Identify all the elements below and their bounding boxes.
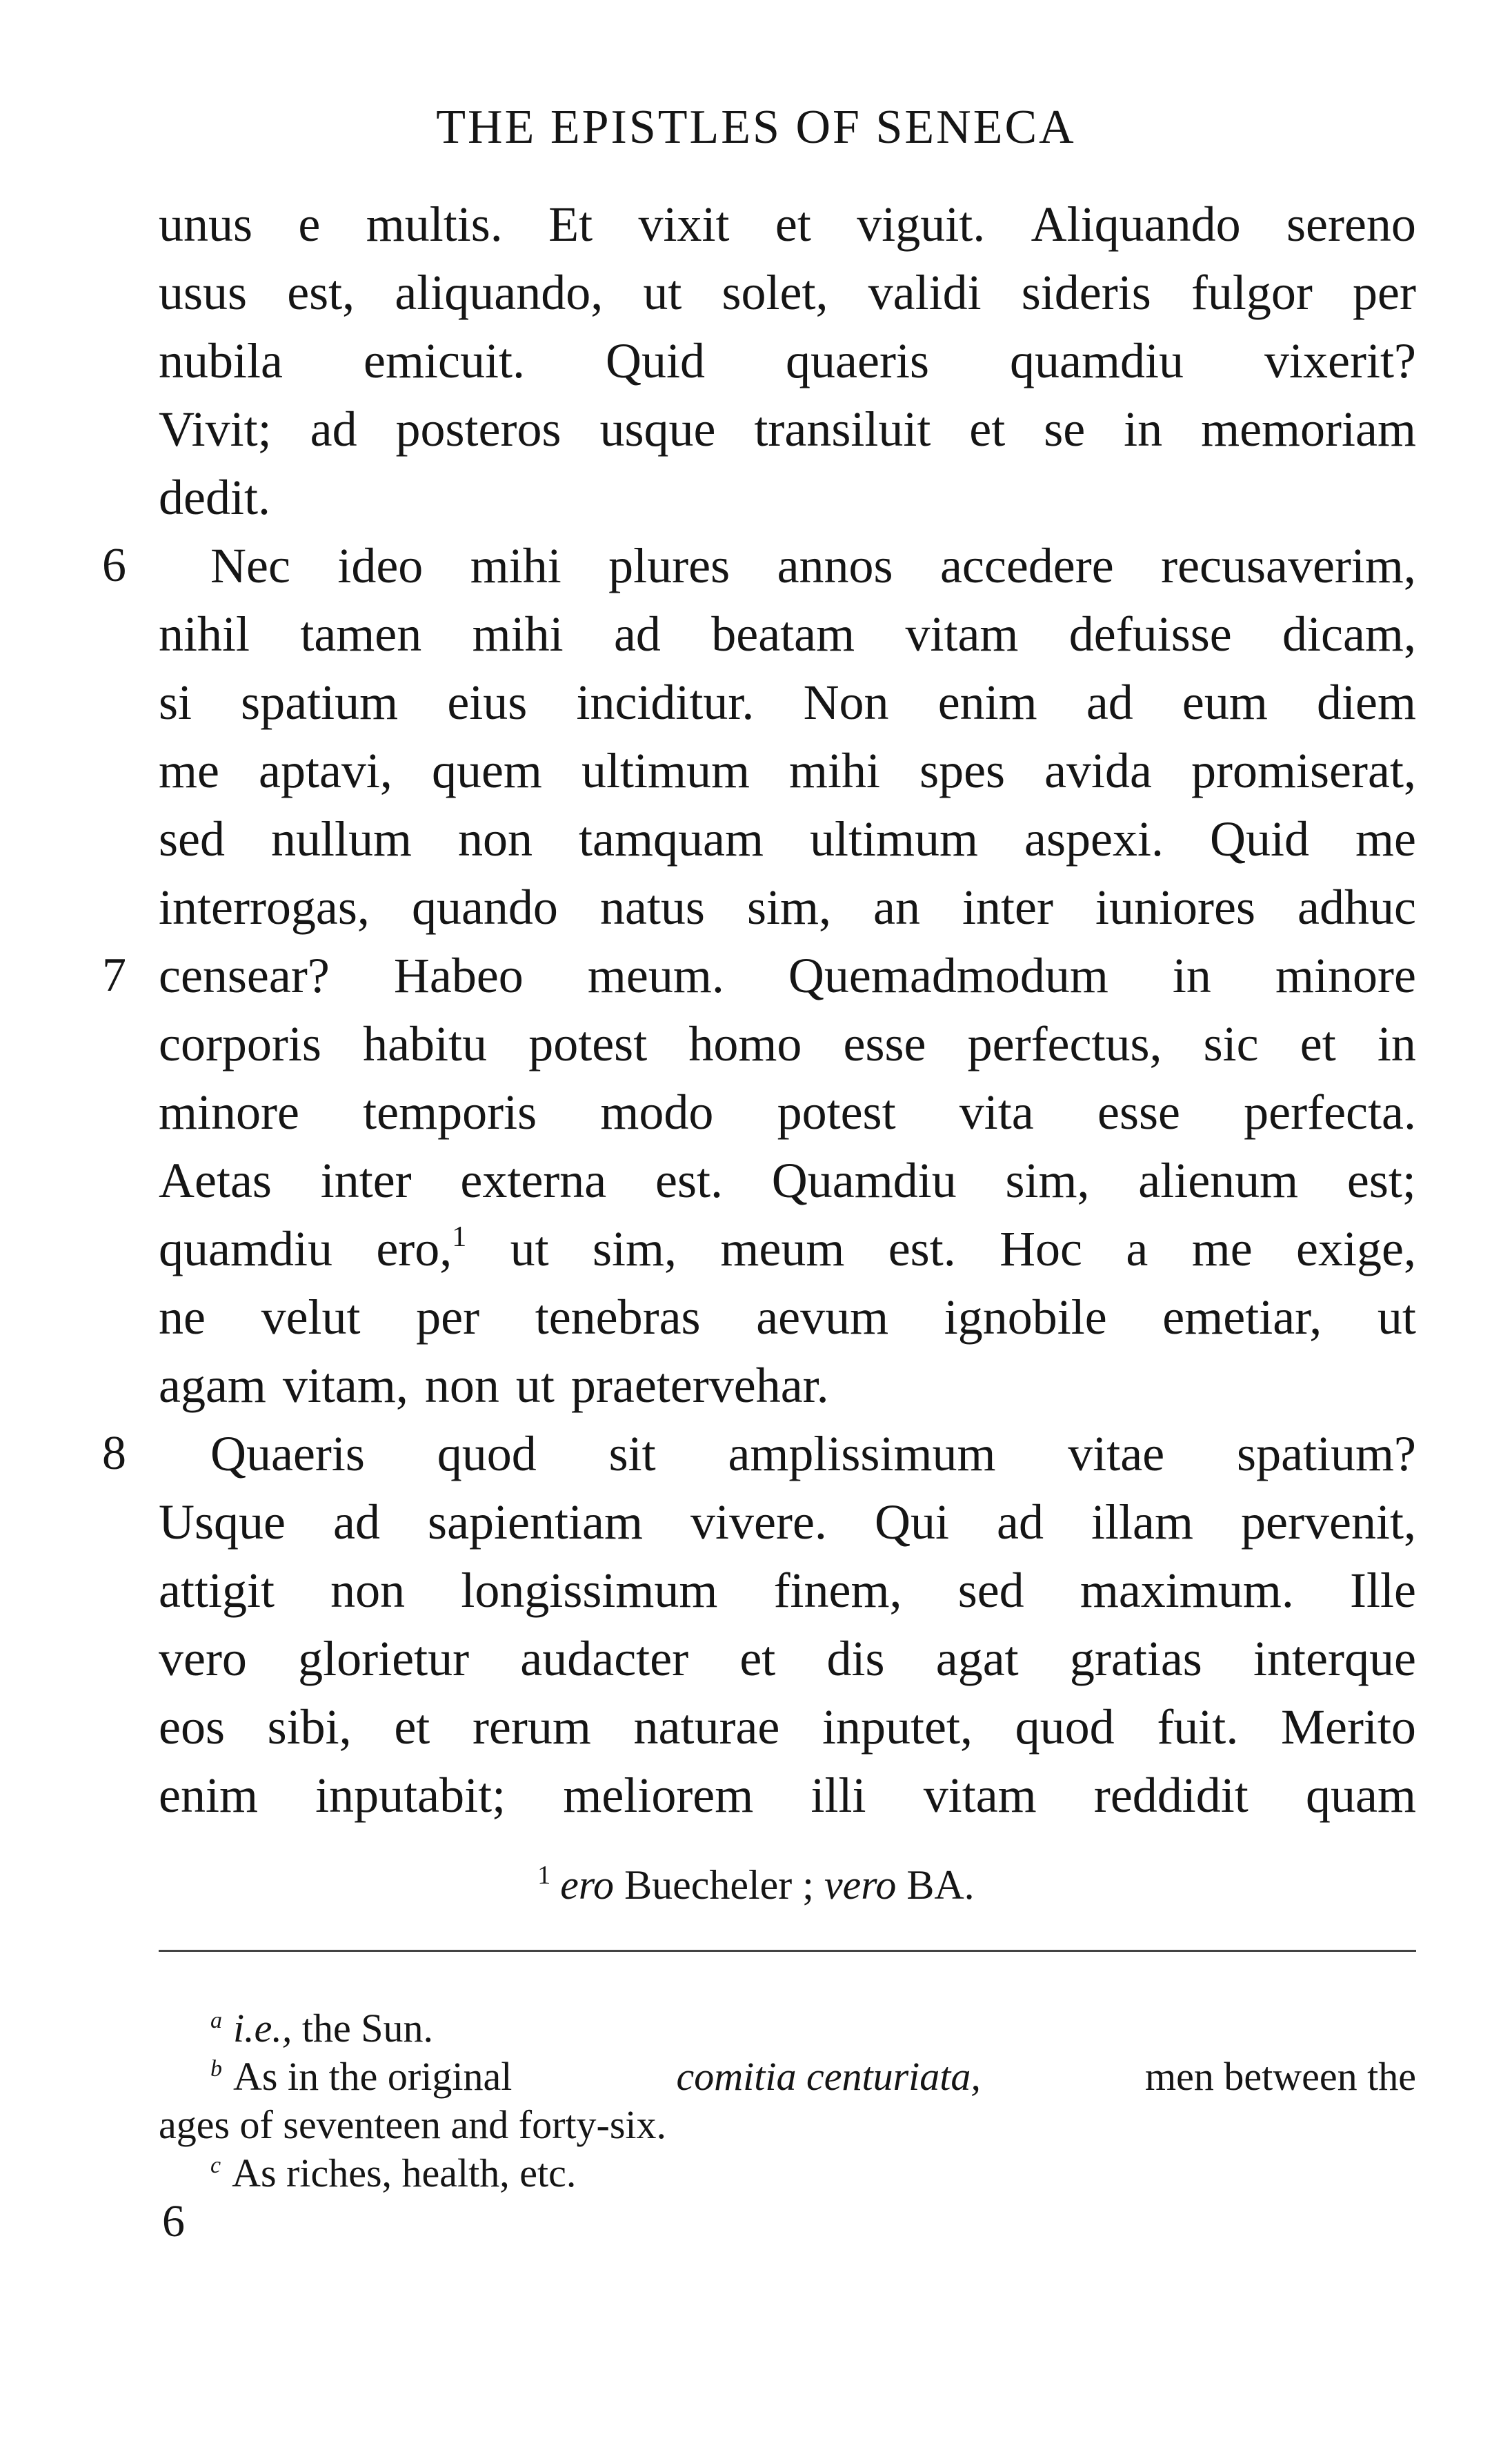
word: interrogas,	[159, 880, 370, 935]
word: sibi,	[267, 1699, 352, 1755]
word: usque	[599, 402, 716, 457]
textual-note-italic-2: vero	[824, 1862, 897, 1908]
word: attigit	[159, 1563, 275, 1618]
word: tenebras	[535, 1290, 701, 1345]
word: nullum	[271, 811, 412, 867]
word: ut	[643, 265, 682, 320]
word: Nec	[210, 538, 290, 593]
word: est.	[888, 1221, 956, 1276]
word: ad	[613, 606, 661, 662]
word: Usque	[159, 1494, 286, 1550]
word: corporis	[159, 1016, 321, 1071]
word: modo	[600, 1085, 714, 1140]
word: vivere.	[690, 1494, 827, 1550]
word: natus	[599, 880, 705, 935]
word: interque	[1253, 1631, 1416, 1686]
word: adhuc	[1297, 880, 1416, 935]
word: ultimum	[581, 743, 750, 798]
word: posteros	[395, 402, 561, 457]
word: non	[424, 1358, 499, 1413]
word: Quaeris	[210, 1426, 365, 1481]
word: et	[1300, 1016, 1336, 1071]
word: meliorem	[563, 1768, 754, 1823]
word: vixit	[638, 197, 730, 252]
textual-note	[0, 1857, 1512, 1913]
word: et	[969, 402, 1006, 457]
word: Aetas	[159, 1153, 272, 1208]
word: vitam,	[282, 1358, 408, 1413]
body-line	[159, 1491, 1416, 1553]
word: validi	[868, 265, 982, 320]
body-line	[159, 1149, 1416, 1212]
body-line	[159, 1559, 1416, 1621]
footnote-text: the Sun.	[301, 2006, 433, 2051]
word: spatium	[241, 675, 399, 730]
word: est.	[655, 1153, 723, 1208]
word: aptavi,	[259, 743, 392, 798]
word: Merito	[1280, 1699, 1416, 1755]
word: nubila	[159, 333, 283, 388]
body-line	[210, 535, 1416, 597]
word: sit	[608, 1426, 656, 1481]
word: meum.	[587, 948, 724, 1003]
word: eos	[159, 1699, 225, 1755]
word: illi	[810, 1768, 866, 1823]
footnote-marker: c	[210, 2153, 221, 2178]
body-line	[159, 945, 1416, 1007]
footnote-italic: i.e.,	[233, 2006, 292, 2051]
word: transiluit	[754, 402, 931, 457]
footnote-divider	[159, 1950, 1416, 1952]
word: meum	[720, 1221, 845, 1276]
word: ut	[1377, 1290, 1416, 1345]
word: avida	[1044, 743, 1153, 798]
word: Quid	[606, 333, 705, 388]
word: sereno	[1286, 197, 1416, 252]
word: sim,	[1005, 1153, 1090, 1208]
word: per	[1353, 265, 1416, 320]
body-line	[159, 603, 1416, 665]
word: exige,	[1296, 1221, 1416, 1276]
word: Vivit;	[159, 402, 272, 457]
word: temporis	[363, 1085, 537, 1140]
textual-note-italic-1: ero	[560, 1862, 615, 1908]
body-line	[159, 1081, 1416, 1143]
word: ad	[997, 1494, 1044, 1550]
word: unus	[159, 197, 253, 252]
word: ero,$^1$	[376, 1221, 467, 1276]
word: in	[1377, 1016, 1416, 1071]
body-line	[159, 808, 1416, 870]
textual-note-text-1: Buecheler ;	[624, 1862, 814, 1908]
word: emetiar,	[1162, 1290, 1322, 1345]
word: inciditur.	[576, 675, 755, 730]
word: quem	[431, 743, 542, 798]
word: aevum	[756, 1290, 889, 1345]
body-line	[159, 398, 1416, 460]
word: sim,	[593, 1221, 677, 1276]
word: perfectus,	[967, 1016, 1162, 1071]
word: inputet,	[822, 1699, 973, 1755]
word: pervenit,	[1241, 1494, 1416, 1550]
word: fulgor	[1191, 265, 1313, 320]
word: Quemadmodum	[788, 948, 1108, 1003]
word: viguit.	[857, 197, 986, 252]
word: Et	[548, 197, 593, 252]
word: quod	[1015, 1699, 1115, 1755]
footnote-b-continuation: ages of seventeen and forty-six.	[159, 2102, 667, 2147]
word: minore	[159, 1085, 299, 1140]
word: diem	[1317, 675, 1416, 730]
word: mihi	[470, 538, 561, 593]
textual-note-text-2: BA.	[906, 1862, 975, 1908]
word: naturae	[633, 1699, 780, 1755]
body-line	[159, 330, 1416, 392]
word: et	[775, 197, 811, 252]
word: a	[1126, 1221, 1148, 1276]
word: si	[159, 675, 192, 730]
footnote-reference: 1	[452, 1221, 467, 1253]
word: annos	[777, 538, 893, 593]
word: me	[1191, 1221, 1253, 1276]
body-line	[159, 1628, 1416, 1690]
word: habitu	[363, 1016, 488, 1071]
word: multis.	[366, 197, 503, 252]
word: rerum	[472, 1699, 591, 1755]
word: plures	[608, 538, 730, 593]
word: potest	[777, 1085, 896, 1140]
word: spes	[919, 743, 1006, 798]
word: amplissimum	[728, 1426, 996, 1481]
word: nihil	[159, 606, 250, 662]
word: promiserat,	[1191, 743, 1416, 798]
word: gratias	[1069, 1631, 1202, 1686]
word: potest	[528, 1016, 648, 1071]
word: illam	[1091, 1494, 1193, 1550]
body-line	[159, 671, 1416, 733]
word: mihi	[472, 606, 564, 662]
word: sed	[957, 1563, 1024, 1618]
word: agam	[159, 1358, 266, 1413]
word: enim	[937, 675, 1037, 730]
body-line	[210, 1423, 1416, 1485]
word: quaeris	[786, 333, 929, 388]
word: reddidit	[1093, 1768, 1249, 1823]
body-line	[159, 1354, 1416, 1416]
word: dicam,	[1282, 606, 1416, 662]
body-line	[159, 466, 1416, 528]
word: Hoc	[999, 1221, 1083, 1276]
word: ignobile	[944, 1290, 1107, 1345]
word: vero	[159, 1631, 247, 1686]
word: Habeo	[393, 948, 524, 1003]
page-number: 6	[162, 2196, 185, 2246]
word: praetervehar.	[570, 1358, 829, 1413]
word: defuisse	[1068, 606, 1232, 662]
word: eum	[1182, 675, 1268, 730]
word: finem,	[773, 1563, 902, 1618]
word: est;	[1346, 1153, 1416, 1208]
word: recusaverim,	[1161, 538, 1416, 593]
running-header: THE EPISTLES OF SENECA	[436, 101, 1076, 154]
word: ne	[159, 1290, 206, 1345]
word: ad	[310, 402, 357, 457]
word: maximum.	[1080, 1563, 1294, 1618]
word: dis	[826, 1631, 885, 1686]
word: ad	[333, 1494, 380, 1550]
word: inputabit;	[315, 1768, 506, 1823]
word: agat	[935, 1631, 1019, 1686]
word: beatam	[711, 606, 855, 662]
word: esse	[843, 1016, 926, 1071]
word: ut	[510, 1221, 549, 1276]
section-number: 8	[102, 1427, 126, 1480]
word: glorietur	[298, 1631, 470, 1686]
word: ultimum	[810, 811, 979, 867]
word: in	[1172, 948, 1211, 1003]
body-line	[159, 261, 1416, 324]
word: quam	[1306, 1768, 1416, 1823]
word: eius	[447, 675, 528, 730]
word: audacter	[520, 1631, 689, 1686]
footnote-italic: comitia centuriata,	[676, 2054, 981, 2099]
word: ad	[1086, 675, 1133, 730]
word: aspexi.	[1024, 811, 1164, 867]
footnote-marker: a	[210, 2008, 222, 2033]
word: se	[1044, 402, 1086, 457]
footnote-text: As in the original	[233, 2054, 513, 2099]
word: et	[394, 1699, 430, 1755]
word: censear?	[159, 948, 330, 1003]
word: dedit.	[159, 470, 270, 525]
word: sed	[159, 811, 225, 867]
word: quamdiu	[1010, 333, 1184, 388]
word: tamen	[300, 606, 422, 662]
word: usus	[159, 265, 248, 320]
word: homo	[688, 1016, 802, 1071]
word: an	[873, 880, 920, 935]
word: tamquam	[579, 811, 764, 867]
word: quod	[437, 1426, 537, 1481]
word: longissimum	[461, 1563, 718, 1618]
word: solet,	[722, 265, 828, 320]
word: per	[416, 1290, 480, 1345]
word: aliquando,	[395, 265, 604, 320]
word: mihi	[789, 743, 881, 798]
word: alienum	[1138, 1153, 1299, 1208]
word: vitam	[923, 1768, 1037, 1823]
word: vitam	[905, 606, 1019, 662]
word: minore	[1275, 948, 1416, 1003]
body-line	[159, 1286, 1416, 1348]
body-line	[159, 740, 1416, 802]
textual-note-marker: 1	[537, 1861, 551, 1890]
footnote-b	[159, 2053, 1416, 2101]
word: sic	[1203, 1016, 1259, 1071]
section-number: 6	[102, 539, 126, 592]
word: quando	[411, 880, 558, 935]
word: sim,	[746, 880, 831, 935]
body-line	[159, 876, 1416, 938]
word: enim	[159, 1768, 258, 1823]
footnote-a	[210, 2004, 433, 2053]
word: accedere	[939, 538, 1114, 593]
body-line	[159, 1696, 1416, 1758]
word: ideo	[337, 538, 424, 593]
word: Quid	[1210, 811, 1309, 867]
word: ut	[515, 1358, 555, 1413]
body-line	[159, 1013, 1416, 1075]
word: e	[298, 197, 321, 252]
body-line	[159, 193, 1416, 255]
word: Ille	[1350, 1563, 1416, 1618]
word: spatium?	[1237, 1426, 1416, 1481]
word: Qui	[874, 1494, 949, 1550]
word: inter	[320, 1153, 412, 1208]
word: esse	[1097, 1085, 1180, 1140]
word: quamdiu	[159, 1221, 332, 1276]
word: sideris	[1021, 265, 1151, 320]
footnote-marker: b	[210, 2056, 222, 2082]
word: emicuit.	[364, 333, 525, 388]
word: est,	[287, 265, 355, 320]
word: Quamdiu	[771, 1153, 957, 1208]
body-line	[159, 1218, 1416, 1280]
section-number: 7	[102, 949, 126, 1002]
word: Aliquando	[1031, 197, 1241, 252]
word: vitae	[1068, 1426, 1165, 1481]
footnote-text: men between the	[1145, 2054, 1416, 2099]
word: externa	[460, 1153, 607, 1208]
footnote-c	[210, 2149, 576, 2197]
word: in	[1124, 402, 1163, 457]
word: vita	[959, 1085, 1034, 1140]
word: perfecta.	[1244, 1085, 1416, 1140]
word: velut	[261, 1290, 361, 1345]
word: non	[330, 1563, 406, 1618]
word: me	[159, 743, 219, 798]
body-line	[159, 1764, 1416, 1826]
word: me	[1355, 811, 1416, 867]
footnote-text: As riches, health, etc.	[232, 2151, 577, 2195]
word: non	[458, 811, 533, 867]
word: Non	[803, 675, 889, 730]
word: iuniores	[1095, 880, 1255, 935]
word: sapientiam	[428, 1494, 643, 1550]
word: fuit.	[1157, 1699, 1239, 1755]
word: vixerit?	[1264, 333, 1416, 388]
word: memoriam	[1201, 402, 1416, 457]
word: inter	[962, 880, 1053, 935]
word: et	[739, 1631, 776, 1686]
